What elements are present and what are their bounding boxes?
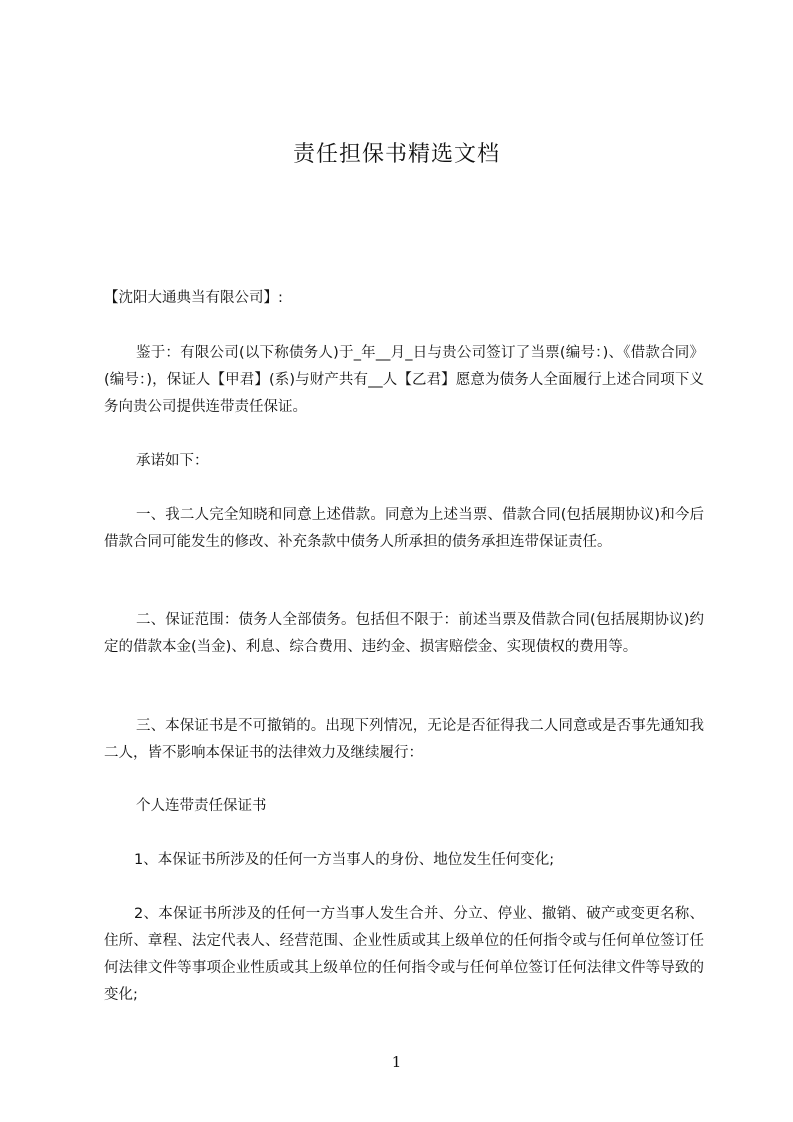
document-title: 责任担保书精选文档 [292,142,500,167]
paragraph-clause-3: 三、本保证书是不可撤销的。出现下列情况，无论是否征得我二人同意或是否事先通知我二人，皆不影响本保证书的法律效力及继续履行： [104,718,704,761]
addressee: 【沈阳大通典当有限公司】: [104,290,283,306]
page-number: 1 [391,1053,402,1071]
paragraph-item-1: 1、本保证书所涉及的任何一方当事人的身份、地位发生任何变化; [134,852,555,868]
paragraph-promise-heading: 承诺如下： [136,453,209,469]
paragraph-subtitle: 个人连带责任保证书 [136,798,267,814]
paragraph-clause-2: 二、保证范围：债务人全部债务。包括但不限于：前述当票及借款合同(包括展期协议)约定的借款本金(当金)、利息、综合费用、违约金、损害赔偿金、实现债权的费用等。 [104,612,704,655]
paragraph-clause-1: 一、我二人完全知晓和同意上述借款。同意为上述当票、借款合同(包括展期协议)和今后借款合同可能发生的修改、补充条款中债务人所承担的债务承担连带保证责任。 [104,507,704,550]
paragraph-item-2: 2、本保证书所涉及的任何一方当事人发生合并、分立、停业、撤销、破产或变更名称、住所、章程、法定代表人、经营范围、企业性质或其上级单位的任何指令或与任何单位签订任何法律文件等事项企业性质或其上级单位的任何指令或与任何单位签订任何法律文件等导致的变化; [104,906,704,1003]
paragraph-whereas: 鉴于：有限公司(以下称债务人)于_年__月_日与贵公司签订了当票(编号：)、《借款合同》(编号：)，保证人【甲君】(系)与财产共有__人【乙君】愿意为债务人全面履行上述合同项下义务向贵公司提供连带责任保证。 [104,345,704,415]
